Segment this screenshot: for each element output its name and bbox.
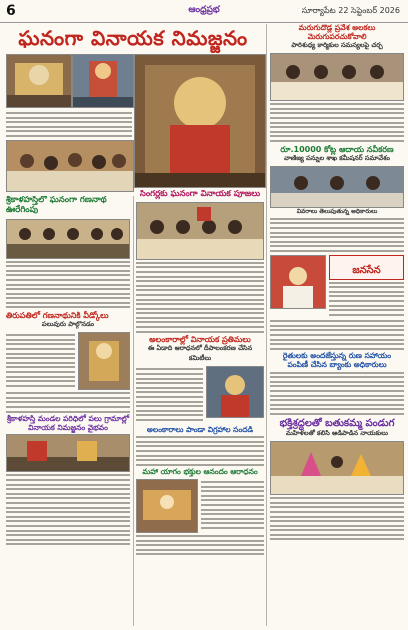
page-number: 6 (6, 3, 16, 19)
crowd-photo (6, 140, 134, 192)
center-yagam-photo (136, 479, 198, 533)
janasena-label-box (329, 255, 404, 280)
right-story1-sub: పారిశుధ్య కార్మికుల సమస్యలపై చర్చ (291, 41, 383, 50)
right-officials-photo (270, 166, 404, 208)
left-story2-title: తిరుపతిలో గణనాథునికి వీడ్కోలు (6, 311, 109, 321)
right-story2-sub: వాణిజ్య పన్నుల శాఖ కమీషనర్ సమావేశం (284, 153, 390, 162)
main-headline: ఘనంగా వినాయక నిమజ్జనం (18, 26, 248, 50)
center-story2-title: అలంకారాలు పాండా విగ్రహాల సందడి (146, 424, 254, 434)
center-event-photo (136, 202, 264, 260)
left-story2-photo (78, 332, 130, 390)
column-divider (133, 196, 134, 626)
left-story3-title: శ్రీకాళహస్తి మండ‌ల పరిధిలో పలు గ్రామాల్లో (6, 414, 130, 424)
center-story3-title: మహా యాగం భక్తుల ఆనందం ఆరాధనం (142, 467, 258, 477)
procession-photo-1 (6, 54, 72, 108)
right-story2-title: రూ.10000 కోట్ల ఆదాయ నవీకరణ (280, 144, 394, 154)
left-story3-title2: వినాయక నిమజ్జనం వైభవం (28, 422, 108, 432)
masthead (0, 0, 408, 23)
right-column (270, 24, 404, 626)
paper-name: ఆంధ్రప్రభ (188, 5, 220, 15)
center-story-title: అలంకారాల్లో వినాయక ప్రతిమలు (149, 335, 251, 345)
left-column (6, 196, 130, 626)
left-story2-sub: పలువురు పాల్గొనడం (41, 320, 95, 329)
center-column (136, 190, 264, 626)
right-meeting-photo (270, 53, 404, 101)
right-story4-title2: పంపిణీ చేసిన బ్యాంకు అధికారులు (287, 360, 387, 370)
center-story-sub: ఈ ఏడాది ఆరాధనలో దీపాలంకరణ చేసిన కమిటీలు (147, 344, 253, 363)
center-photo-caption: సింగర్లకు ఘనంగా వినాయక పూజలు (139, 190, 261, 199)
procession-photo-2 (72, 54, 134, 108)
bathukamma-photo (270, 441, 404, 495)
right-story5-title: భక్తిశ్రద్ధలతో బతుకమ్మ పండుగ (279, 417, 395, 429)
publication-date: సూర్యాపేట 22 సెప్టెంబర్ 2026 (301, 6, 400, 15)
left-story3-photo (6, 434, 130, 472)
right-story3-title: జనసేన (352, 264, 381, 276)
right-story2-caption: వివరాలు తెలుపుతున్న అధికారులు (296, 207, 378, 215)
janasena-photo (270, 255, 326, 309)
right-story4-title: రైతులకు అందజేస్తున్న రుణ సహాయం (282, 351, 392, 361)
right-story1-title: మరుగుదొడ్ల ప్రవేశ అలకలు మెరుగుపరచుకోవాలి (298, 24, 376, 41)
column-divider (266, 24, 267, 626)
lead-text (6, 110, 132, 138)
left-group-photo (6, 219, 130, 259)
left-story1-title: శ్రీకాళహస్తిలో ఘనంగా గణనాథ ఊరేగింపు (6, 196, 107, 215)
center-idol-photo (206, 366, 264, 418)
idol-photo-large (134, 54, 266, 188)
right-story5-sub: మహిళలతో కలిసి ఆడిపాడిన నాయకులు (285, 429, 388, 438)
